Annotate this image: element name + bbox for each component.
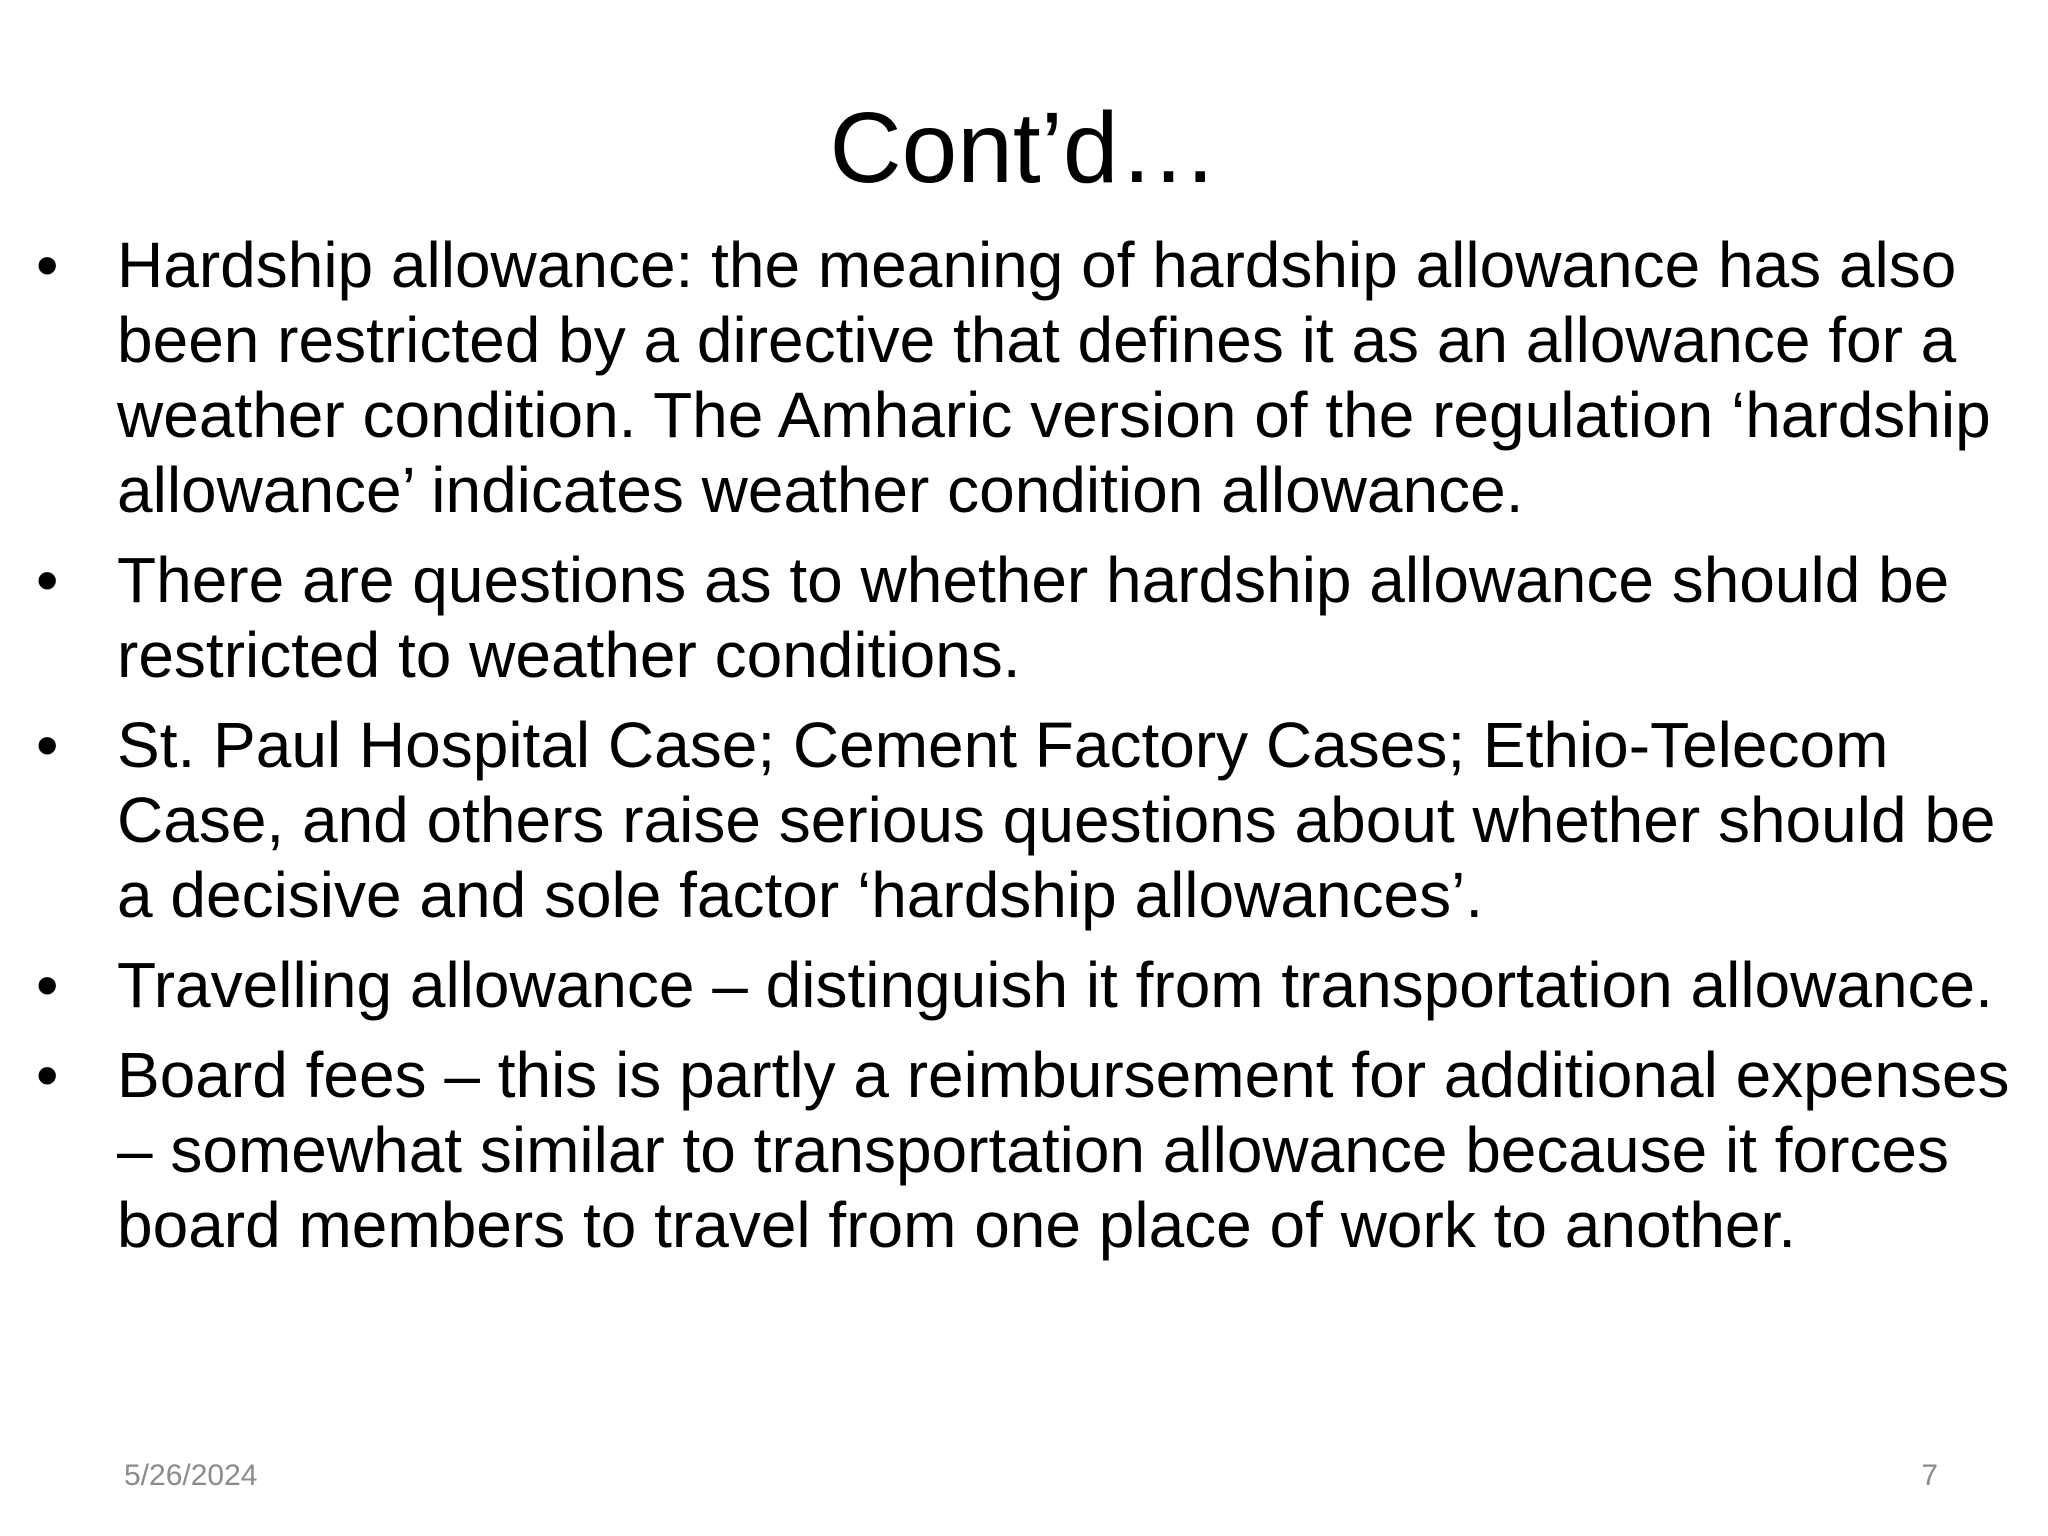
bullet-item xyxy=(36,1038,2021,1263)
slide-title: Cont’d… xyxy=(829,92,1219,204)
bullet-marker: • xyxy=(36,229,59,301)
bullet-marker: • xyxy=(36,544,59,616)
bullet-text: There are questions as to whether hardship allowance should be restricted to weather conditions. xyxy=(117,544,1950,691)
bullet-text: Hardship allowance: the meaning of hardship allowance has also been restricted by a directive that defines it as an allowance for a weather condition. The Amharic version of the regulation ‘hardship allowance’ indicates weather condition allowance. xyxy=(117,229,1991,526)
bullet-list xyxy=(36,228,2021,1278)
slide-number: 7 xyxy=(1921,1459,1938,1492)
bullet-text: Board fees – this is partly a reimbursement for additional expenses – somewhat similar to transportation allowance because it forces board members to travel from one place of work to another. xyxy=(117,1039,2010,1261)
bullet-text: St. Paul Hospital Case; Cement Factory Cases; Ethio-Telecom Case, and others raise serious questions about whether should be a decisive and sole factor ‘hardship allowances’. xyxy=(117,709,1996,931)
bullet-item xyxy=(36,543,2021,693)
bullet-item xyxy=(36,228,2021,528)
bullet-item xyxy=(36,948,2021,1023)
bullet-item xyxy=(36,708,2021,933)
bullet-text: Travelling allowance – distinguish it from transportation allowance. xyxy=(117,949,1993,1021)
bullet-marker: • xyxy=(36,1039,59,1111)
bullet-marker: • xyxy=(36,949,59,1021)
bullet-marker: • xyxy=(36,709,59,781)
footer-date: 5/26/2024 xyxy=(124,1459,258,1492)
